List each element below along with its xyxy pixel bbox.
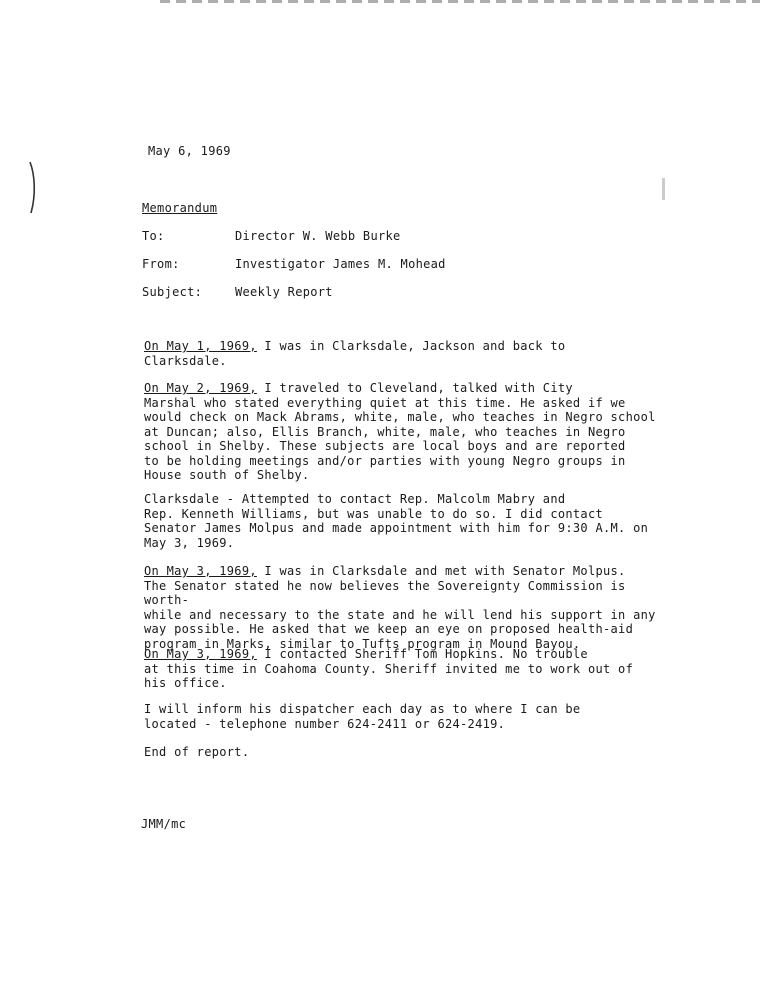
margin-bracket-mark [28, 160, 38, 215]
paragraph-lead: On May 2, 1969, [144, 381, 257, 395]
paragraph-dispatcher [144, 702, 664, 731]
paragraph-may-2 [144, 381, 664, 483]
paragraph-lead: On May 3, 1969, [144, 647, 257, 661]
paragraph-lead: On May 1, 1969, [144, 339, 257, 353]
paragraph-text: I traveled to Cleveland, talked with City Marshal who stated everything quiet at this time. He asked if we would check on Mack Abrams, white, male, who teaches in Negro school at Duncan; also, Ellis Branch, white, male, who teaches in Negro school in Shelby. These subjects are local boys and are reported to be holding meetings and/or parties with young Negro groups in House south of Shelby. [144, 381, 656, 482]
memo-heading: Memorandum [142, 201, 218, 215]
paragraph-may-3-sheriff [144, 647, 664, 691]
paragraph-clarksdale [144, 492, 664, 550]
to-value: Director W. Webb Burke [235, 229, 401, 243]
paragraph-text: I was in Clarksdale, Jackson and back to Clarksdale. [144, 339, 566, 368]
scan-speck [662, 178, 665, 200]
subject-label: Subject: [142, 285, 203, 299]
subject-value: Weekly Report [235, 285, 333, 299]
from-value: Investigator James M. Mohead [235, 257, 446, 271]
paragraph-may-1 [144, 339, 664, 368]
paragraph-text: End of report. [144, 745, 250, 759]
paragraph-end [144, 745, 664, 760]
paragraph-text: I was in Clarksdale and met with Senator Molpus. The Senator stated he now believes the Sovereignty Commission is worth- while and necessary to the state and he will lend his support in any way possible. He asked that we keep an eye on proposed health-aid program in Marks, similar to Tufts program in Mound Bayou. [144, 564, 656, 651]
paragraph-text: I contacted Sheriff Tom Hopkins. No trouble at this time in Coahoma County. Sheriff invited me to work out of his office. [144, 647, 634, 690]
from-label: From: [142, 257, 180, 271]
typist-initials: JMM/mc [141, 817, 187, 831]
paragraph-text: I will inform his dispatcher each day as to where I can be located - telephone number 624-2411 or 624-2419. [144, 702, 581, 731]
scan-edge-artifact [160, 0, 760, 3]
paragraph-text: Clarksdale - Attempted to contact Rep. Malcolm Mabry and Rep. Kenneth Williams, but was unable to do so. I did contact Senator James Molpus and made appointment with him for 9:30 A.M. on May 3, 1969. [144, 492, 649, 550]
to-label: To: [142, 229, 165, 243]
paragraph-may-3-senator [144, 564, 664, 651]
memo-date: May 6, 1969 [148, 144, 231, 158]
paragraph-lead: On May 3, 1969, [144, 564, 257, 578]
